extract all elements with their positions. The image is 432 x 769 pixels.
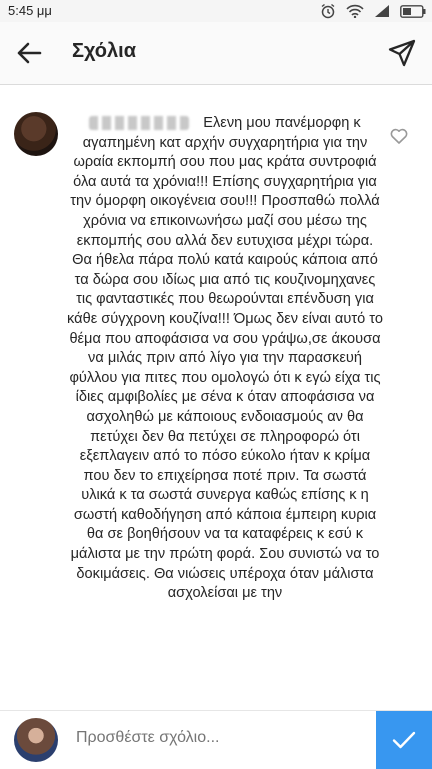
comment-body — [66, 114, 384, 604]
comment-item — [0, 100, 432, 710]
wifi-icon — [346, 4, 364, 18]
comment-composer — [0, 710, 432, 769]
app-bar — [0, 22, 432, 85]
paper-plane-icon[interactable] — [388, 39, 416, 67]
signal-icon — [374, 4, 390, 18]
battery-icon — [400, 5, 426, 18]
status-icons — [320, 3, 426, 19]
status-time: 5:45 μμ — [8, 3, 52, 18]
comment-text: Ελενη μου πανέμορφη κ αγαπημένη κατ αρχήν συγχαρητήρια για την ωραία εκπομπή σου που μας κράτα συντροφιά όλα αυτά τα χρόνια!!! Επίσης συγχαρητήρια για την όμορφη οικογένεια σου!!! Προσπαθώ πολλά χρόνια να επικοινωνήσω μαζί σου μέσω της εκπομπής σου αλλά δεν ευτυχισα μέχρι τώρα. Θα ήθελα πάρα πολύ κατά καιρούς κάποια από τα δώρα σου ιδίως μια από τις κουζινομηχανες τις φανταστικές που θεωρούνται επένδυση για κάθε σύγχρονη κουζίνα!!! Όμως δεν είναι αυτό το θέμα που αποφάσισα να σου γράψω,σε άκουσα να μιλάς πριν από λίγο για την παρασκευή φύλλου για πιτες που ομολογώ ότι κ εγώ είχα τις ίδιες αμφιβολίες με σένα κ όταν αποφάσισα να ασχοληθώ με κάποιους ενδοιασμούς αν θα πετύχει δεν θα πετύχει σε πληροφορώ ότι εξεπλαγειν από το πόσο εύκολο ήταν κ κρίμα που δεν το επιχείρησα ποτέ πριν. Τα σωστά υλικά κ τα σωστά συνεργα καθώς επίσης κ η σωστή καθοδήγηση από κάποια έμπειρη κυρια θα σε βοηθήσουν να τα καταφέρεις κ εσύ κ μάλιστα με την πρώτη φορά. Σου συνιστώ να το δοκιμάσεις. Θα νιώσεις υπέροχα όταν μάλιστα ασχολείσαι με την — [67, 115, 383, 602]
post-comment-button[interactable] — [376, 711, 432, 769]
comment-input[interactable] — [76, 729, 366, 747]
checkmark-icon — [392, 731, 416, 749]
my-avatar — [14, 718, 58, 762]
status-bar — [0, 0, 432, 22]
back-arrow-icon[interactable] — [16, 40, 42, 66]
page-title: Σχόλια — [72, 40, 136, 62]
heart-outline-icon[interactable] — [390, 128, 408, 144]
username-blurred[interactable] — [89, 116, 189, 130]
alarm-icon — [320, 3, 336, 19]
avatar[interactable] — [14, 112, 58, 156]
